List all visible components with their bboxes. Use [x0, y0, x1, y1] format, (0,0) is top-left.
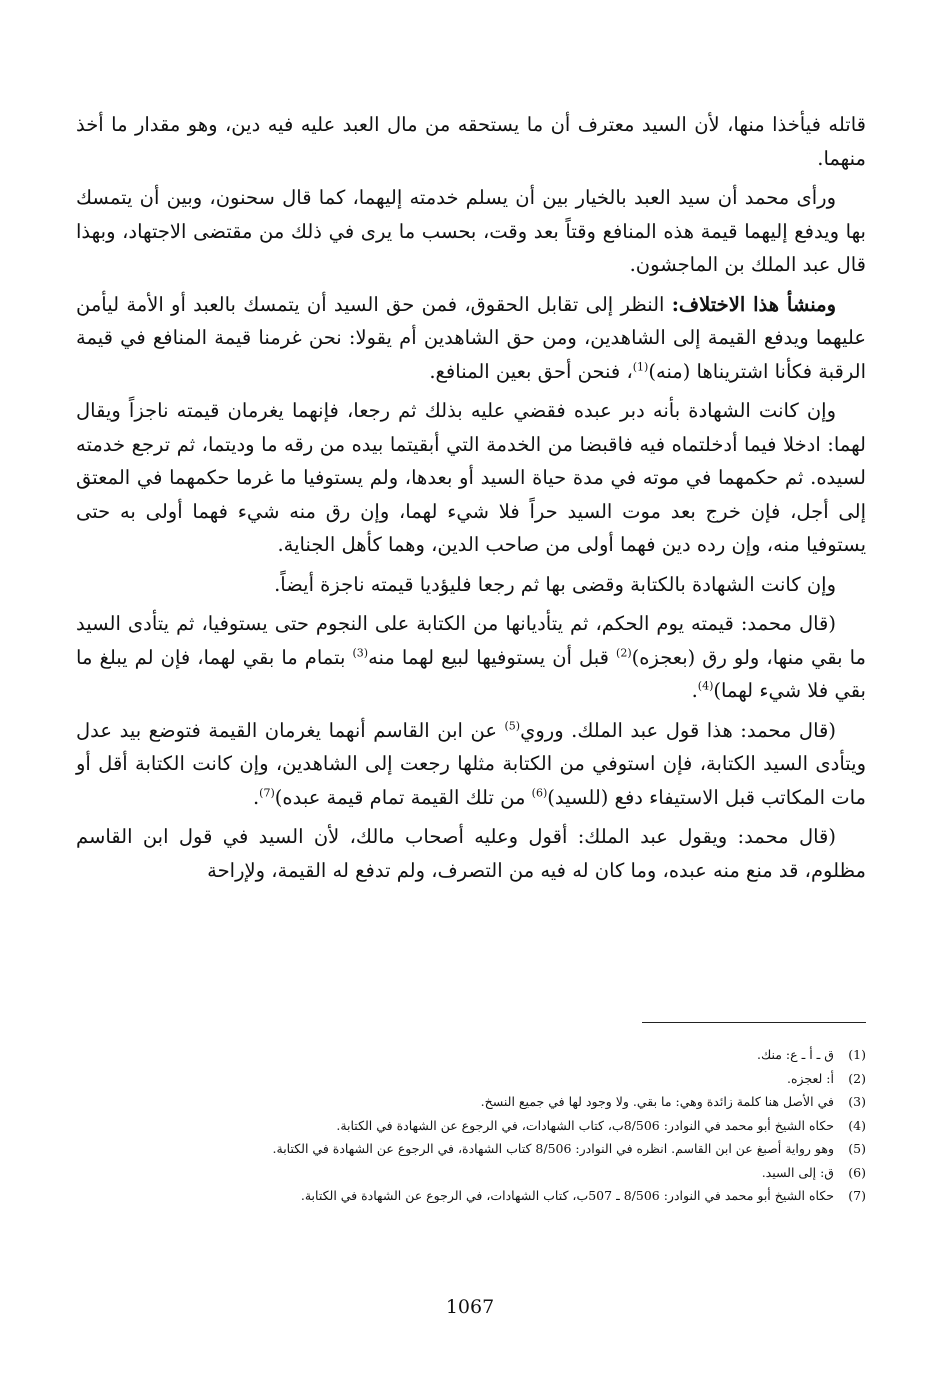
footnote-ref: (7) [259, 786, 275, 799]
footnote-ref: (3) [352, 646, 369, 659]
paragraph-text: ، فنحن أحق بعين المنافع. [429, 359, 633, 383]
page-body [76, 108, 866, 893]
footnote [76, 1043, 866, 1067]
footnote-ref: (5) [504, 719, 521, 732]
footnote [76, 1137, 866, 1161]
footnote-text: وهو رواية أصبغ عن ابن القاسم. انظره في النوادر: 8/506 كتاب الشهادة، في الرجوع عن الشهادة في الكتابة. [272, 1141, 834, 1156]
footnote [76, 1184, 866, 1208]
footnote [76, 1114, 866, 1138]
footnote [76, 1161, 866, 1185]
paragraph-text: عن ابن القاسم أنهما يغرمان القيمة فتوضع بيد عدل ويتأدى السيد الكتابة، فإن استوفي من الكتابة مثلها رجعت إلى الشاهدين، وإن كانت الكتابة أقل أو مات المكاتب قبل الاستيفاء دفع (للسيد) [76, 718, 866, 809]
footnote-ref: (2) [616, 646, 632, 659]
footnote-number: (4) [848, 1117, 866, 1133]
footnote-ref: (6) [531, 786, 548, 799]
footnote-ref: (1) [632, 360, 649, 373]
paragraph: ورأى محمد أن سيد العبد بالخيار بين أن يسلم خدمته إليهما، كما قال سحنون، وبين أن يتمسك بها ويدفع إليهما قيمة هذه المنافع وقتاً بعد وقت، بحسب ما يرى في ذلك من مقتضى الاجتهاد، وبهذا قال عبد الملك بن الماجشون. [76, 186, 866, 276]
footnote-text: حكاه الشيخ أبو محمد في النوادر: 8/506 ـ 507ب، كتاب الشهادات، في الرجوع عن الشهادة في الكتابة. [300, 1188, 834, 1203]
footnote-number: (7) [848, 1188, 866, 1203]
footnotes [76, 1043, 866, 1208]
heading-inline: ومنشأ هذا الاختلاف: [671, 292, 836, 316]
paragraph: قاتله فيأخذا منها، لأن السيد معترف أن ما يستحقه من مال العبد عليه فيه دين، وهو مقدار ما أخذ منهما. [76, 113, 866, 170]
paragraph: وإن كانت الشهادة بأنه دبر عبده فقضي عليه بذلك ثم رجعا، فإنهما يغرمان قيمته ناجزاً ويقال لهما: ادخلا فيما أدخلتماه فيه فاقبضا من الخدمة التي أبقيتما بيده من رقه ما وديتما، ثم ترجع خدمته لسيده. ثم حكمهما في موته في مدة حياة السيد أو بعدها، ولم يستوفيا ما غرما حكمهما في المعتق إلى أجل، فإن خرج بعد موت السيد حراً فلا شيء لهما، وإن رق منه شيء فهما أولى به حتى يستوفيا منه، وإن رده دين فهما أولى من صاحب الدين، وهما كأهل الجناية. [76, 399, 866, 556]
quote-paragraph [76, 607, 866, 708]
quote-paragraph [76, 714, 866, 815]
footnote-text: في الأصل هنا كلمة زائدة وهي: ما بقي. ولا وجود لها في جميع النسخ. [480, 1094, 834, 1109]
footnote-text: حكاه الشيخ أبو محمد في النوادر: 8/506ب، كتاب الشهادات، في الرجوع عن الشهادة في الكتابة. [336, 1117, 834, 1133]
paragraph-text: قبل أن يستوفيها لبيع لهما منه [368, 645, 617, 669]
paragraph-text: (قال محمد: هذا قول عبد الملك. وروي [520, 718, 836, 742]
footnote-ref: (4) [697, 679, 714, 693]
paragraph-origin [76, 288, 866, 389]
paragraph-text: (قال محمد: قيمته يوم الحكم، ثم يتأديانها من الكتابة على النجوم حتى يستوفيا، ثم يتأدى السيد ما بقي منها، ولو رق (بعجزه) [76, 612, 866, 669]
footnote-number: (2) [848, 1070, 866, 1086]
footnote-number: (6) [848, 1164, 866, 1180]
paragraph-text: . [252, 785, 260, 809]
paragraph-text: النظر إلى تقابل الحقوق، فمن حق السيد أن يتمسك بالعبد أو الأمة ليأمن عليهما ويدفع القيمة إلى الشاهدين، ومن حق الشاهدين أم يقولا: نحن غرمنا قيمة المنافع في قيمة الرقبة فكأنا اشتريناها (منه) [76, 292, 866, 383]
footnote [76, 1067, 866, 1091]
footnote-number: (3) [848, 1094, 866, 1109]
quote-paragraph: (قال محمد: ويقول عبد الملك: أقول وعليه أصحاب مالك، لأن السيد في قول ابن القاسم مظلوم، قد منع منه عبده، وما كان له فيه من التصرف، ولم تدفع له القيمة، ولإراحة [76, 825, 866, 882]
page-number: 1067 [445, 1296, 495, 1318]
footnote-text: ق: إلى السيد. [761, 1164, 834, 1180]
footnote-number: (1) [848, 1047, 866, 1062]
paragraph-text: من تلك القيمة تمام قيمة عبده) [274, 785, 532, 809]
footnote-text: أ: لعجزه. [787, 1070, 834, 1086]
footnote [76, 1090, 866, 1114]
paragraph-text: . [691, 679, 698, 702]
paragraph: وإن كانت الشهادة بالكتابة وقضى بها ثم رجعا فليؤديا قيمته ناجزة أيضاً. [274, 572, 836, 596]
footnote-number: (5) [848, 1141, 866, 1156]
footnote-text: ق ـ أ ـ ع: منك. [756, 1047, 834, 1062]
paragraph-text: بتمام ما بقي لهما، فإن لم يبلغ ما بقي فلا شيء لهما) [76, 645, 866, 702]
footnote-divider [642, 1022, 866, 1023]
